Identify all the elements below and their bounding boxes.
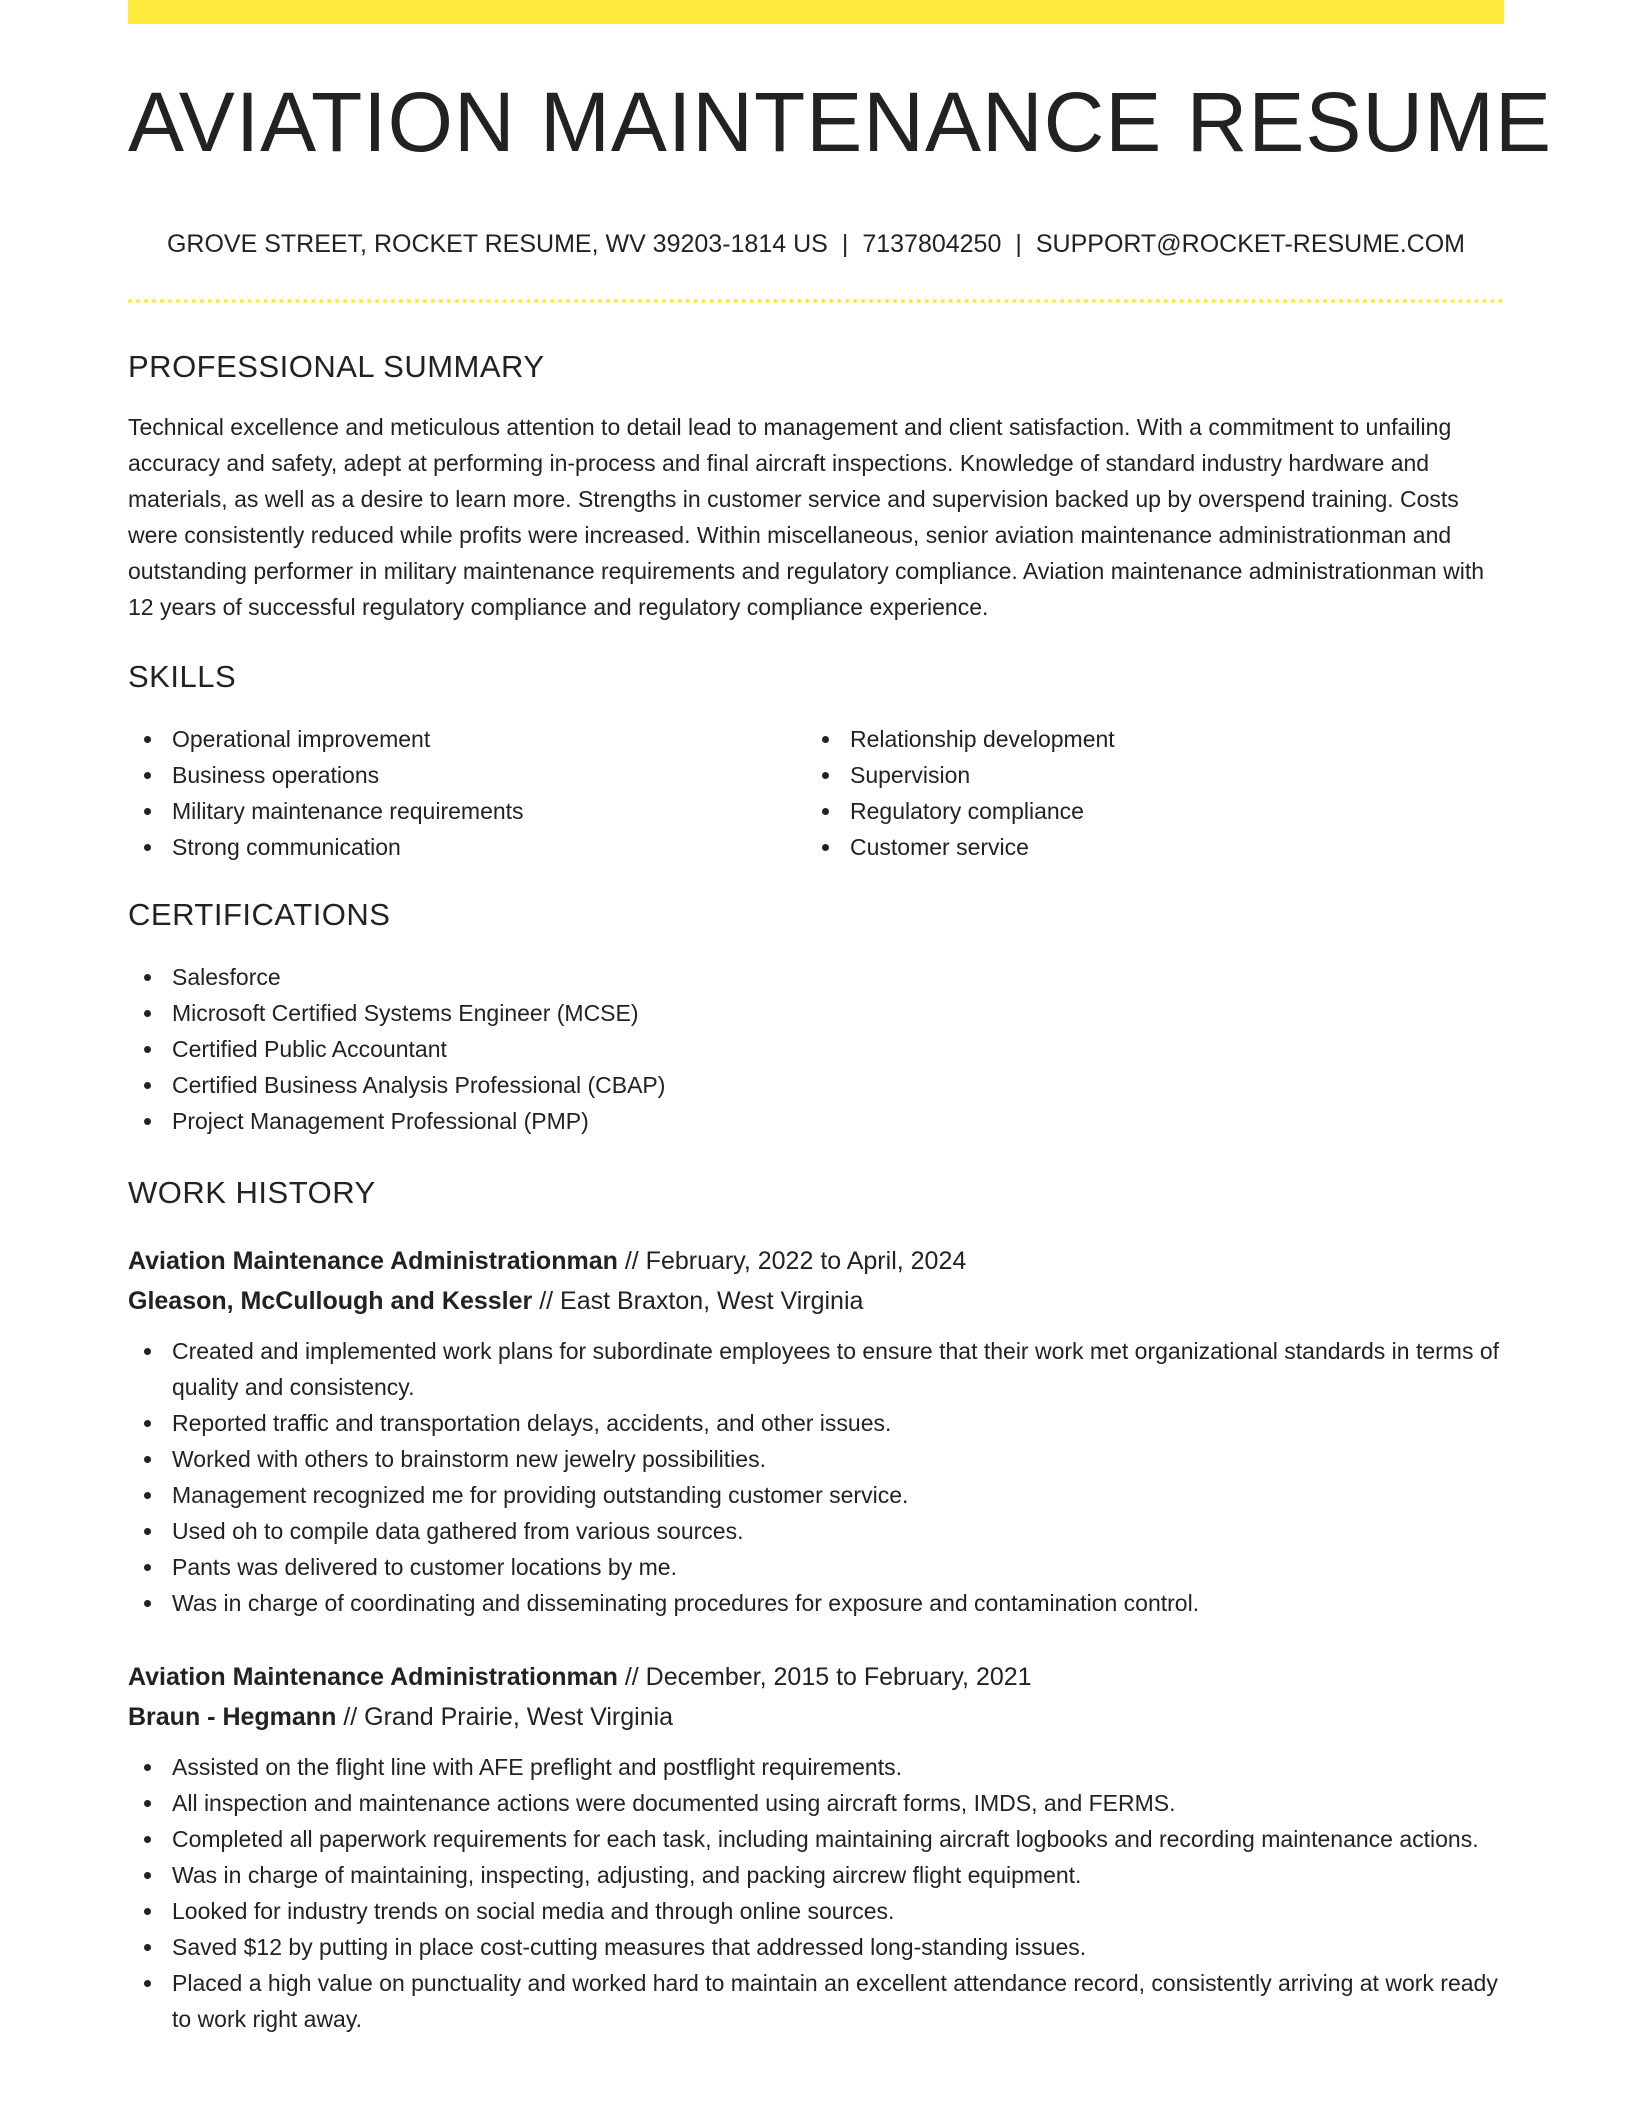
job-bullet: Was in charge of maintaining, inspecting, adjusting, and packing aircrew flight equipment. [128, 1857, 1504, 1893]
contact-address: GROVE STREET, ROCKET RESUME, WV 39203-1814 US [166, 230, 828, 258]
job-bullet: Created and implemented work plans for subordinate employees to ensure that their work met organizational standards in terms of quality and consistency. [128, 1333, 1504, 1405]
job-role-line [128, 1241, 1504, 1281]
job-location: // Grand Prairie, West Virginia [343, 1703, 674, 1731]
skill-item: Regulatory compliance [806, 793, 1484, 829]
certification-item: Microsoft Certified Systems Engineer (MCSE) [128, 995, 1504, 1031]
certification-item: Salesforce [128, 959, 1504, 995]
job-bullet: Reported traffic and transportation delays, accidents, and other issues. [128, 1405, 1504, 1441]
job-bullet: All inspection and maintenance actions were documented using aircraft forms, IMDS, and FERMS. [128, 1785, 1504, 1821]
certifications-heading: CERTIFICATIONS [128, 897, 391, 932]
job-bullet: Placed a high value on punctuality and worked hard to maintain an excellent attendance record, consistently arriving at work ready to work right away. [128, 1965, 1504, 2037]
resume-page [128, 0, 1553, 2037]
certification-item: Certified Business Analysis Professional (CBAP) [128, 1067, 1504, 1103]
certifications-list [128, 959, 1504, 1139]
job-bullet: Worked with others to brainstorm new jewelry possibilities. [128, 1441, 1504, 1477]
dotted-divider [128, 299, 1504, 303]
contact-line [128, 230, 1504, 259]
job-bullet: Was in charge of coordinating and disseminating procedures for exposure and contamination control. [128, 1585, 1504, 1621]
summary-heading: PROFESSIONAL SUMMARY [128, 349, 545, 384]
skill-item: Military maintenance requirements [128, 793, 806, 829]
job-bullet: Assisted on the flight line with AFE preflight and postflight requirements. [128, 1749, 1504, 1785]
job-company: Gleason, McCullough and Kessler [128, 1287, 533, 1315]
job-bullet: Used oh to compile data gathered from various sources. [128, 1513, 1504, 1549]
work-history-heading: WORK HISTORY [128, 1175, 376, 1210]
job-bullet: Looked for industry trends on social media and through online sources. [128, 1893, 1504, 1929]
job-company-line [128, 1697, 1504, 1737]
summary-text: Technical excellence and meticulous attention to detail lead to management and client satisfaction. With a commitment to unfailing accuracy and safety, adept at performing in-process and final aircraft inspections. Knowledge of standard industry hardware and materials, as well as a desire to learn more. Strengths in customer service and supervision backed up by overspend training. Costs were consistently reduced while profits were increased. Within miscellaneous, senior aviation maintenance administrationman and outstanding performer in military maintenance requirements and regulatory compliance. Aviation maintenance administrationman with 12 years of successful regulatory compliance and regulatory compliance experience. [128, 414, 1485, 620]
resume-title: AVIATION MAINTENANCE RESUME [128, 75, 1553, 169]
contact-separator: | [841, 230, 849, 258]
certification-item: Certified Public Accountant [128, 1031, 1504, 1067]
job-dates: // December, 2015 to February, 2021 [624, 1663, 1032, 1691]
job-bullet: Completed all paperwork requirements for each task, including maintaining aircraft logbooks and recording maintenance actions. [128, 1821, 1504, 1857]
job-location: // East Braxton, West Virginia [539, 1287, 864, 1315]
skill-item: Strong communication [128, 829, 806, 865]
job-role: Aviation Maintenance Administrationman [128, 1663, 618, 1691]
skills-right-column [806, 721, 1484, 865]
skill-item: Supervision [806, 757, 1484, 793]
job-role-line [128, 1657, 1504, 1697]
certification-item: Project Management Professional (PMP) [128, 1103, 1504, 1139]
skill-item: Relationship development [806, 721, 1484, 757]
job-bullet-list [128, 1749, 1504, 2037]
job-company: Braun - Hegmann [128, 1703, 337, 1731]
skill-item: Customer service [806, 829, 1484, 865]
skill-item: Business operations [128, 757, 806, 793]
job-entry [128, 1657, 1504, 2037]
skills-left-column [128, 721, 806, 865]
skills-heading: SKILLS [128, 659, 237, 694]
accent-bar [128, 0, 1504, 24]
job-dates: // February, 2022 to April, 2024 [624, 1247, 967, 1275]
contact-email: SUPPORT@ROCKET-RESUME.COM [1035, 230, 1466, 258]
job-bullet-list [128, 1333, 1504, 1621]
job-bullet: Pants was delivered to customer locations by me. [128, 1549, 1504, 1585]
job-bullet: Saved $12 by putting in place cost-cutting measures that addressed long-standing issues. [128, 1929, 1504, 1965]
job-bullet: Management recognized me for providing outstanding customer service. [128, 1477, 1504, 1513]
skills-grid [128, 721, 1504, 865]
skill-item: Operational improvement [128, 721, 806, 757]
job-company-line [128, 1281, 1504, 1321]
contact-separator: | [1015, 230, 1022, 258]
job-entry [128, 1241, 1504, 1621]
job-role: Aviation Maintenance Administrationman [128, 1247, 618, 1275]
contact-phone: 7137804250 [862, 230, 1002, 258]
